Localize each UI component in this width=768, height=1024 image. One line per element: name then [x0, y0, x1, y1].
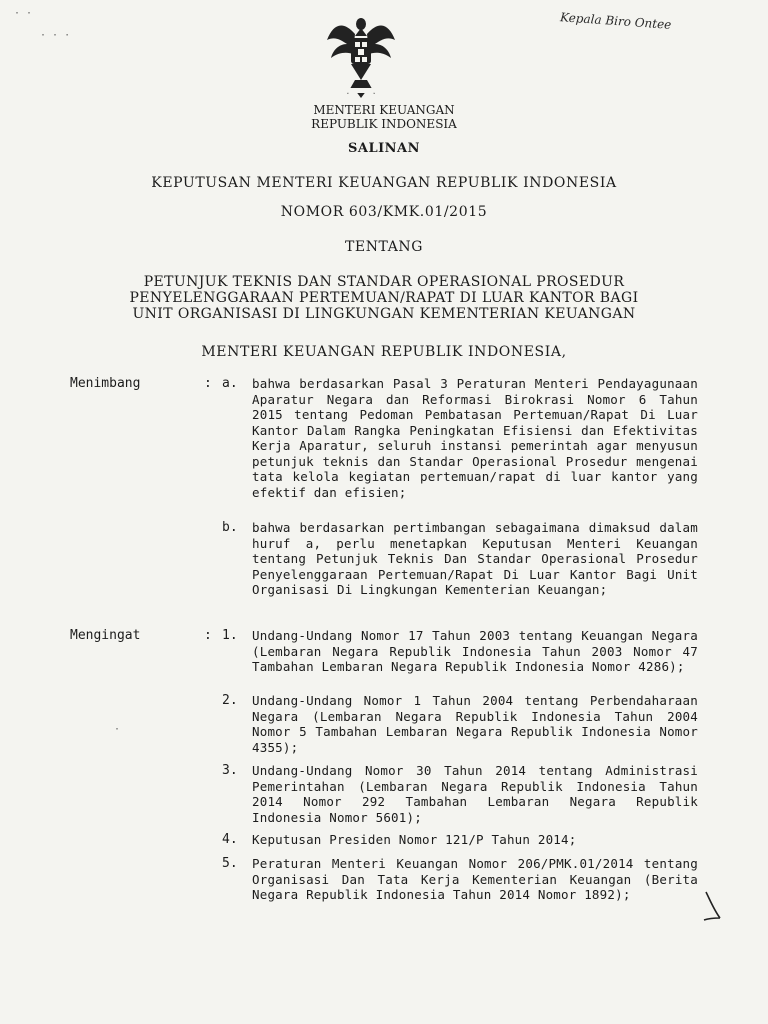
minister-preamble: MENTERI KEUANGAN REPUBLIK INDONESIA,: [201, 344, 567, 360]
initial-mark-icon: [700, 888, 726, 922]
menimbang-b-marker: b.: [222, 520, 238, 535]
minister-line-1: MENTERI KEUANGAN: [313, 103, 455, 117]
menimbang-colon: :: [204, 376, 212, 391]
mengingat-4-marker: 4.: [222, 832, 238, 847]
mengingat-1-text: Undang-Undang Nomor 17 Tahun 2003 tentang Keuangan Negara (Lembaran Negara Republik Indonesia Tahun 2003 Nomor 47 Tambahan Lembaran Negara Republik Indonesia Nomor 4286);: [252, 628, 698, 674]
mengingat-5-marker: 5.: [222, 856, 238, 871]
minister-heading: [0, 103, 768, 131]
garuda-emblem-icon: [325, 10, 397, 100]
mengingat-5-text: Peraturan Menteri Keuangan Nomor 206/PMK.01/2014 tentang Organisasi Dan Tata Kerja Kementerian Keuangan (Berita Negara Republik Indonesia Tahun 2014 Nomor 1892);: [252, 856, 698, 902]
scan-speck-icon: · ·: [14, 8, 33, 19]
menimbang-a-text: bahwa berdasarkan Pasal 3 Peraturan Menteri Pendayagunaan Aparatur Negara dan Reformasi Birokrasi Nomor 6 Tahun 2015 tentang Pedoman Pembatasan Pertemuan/Rapat Di Luar Kantor Dalam Rangka Peningkatan Efisiensi dan Efektivitas Kerja Aparatur, seluruh instansi pemerintah agar menyusun petunjuk teknis dan Standar Operasional Prosedur mengenai tata kelola kegiatan pertemuan/rapat di luar kantor yang efektif dan efisien;: [252, 376, 698, 500]
scan-speck-icon: · · ·: [40, 30, 71, 41]
menimbang-a-marker: a.: [222, 376, 238, 391]
mengingat-label: Mengingat: [70, 628, 141, 643]
decree-title: KEPUTUSAN MENTERI KEUANGAN REPUBLIK INDONESIA: [151, 175, 617, 191]
decree-number: NOMOR 603/KMK.01/2015: [280, 204, 488, 220]
mengingat-2-text: Undang-Undang Nomor 1 Tahun 2004 tentang Perbendaharaan Negara (Lembaran Negara Republik Indonesia Tahun 2004 Nomor 5 Tambahan Lembaran Negara Republik Indonesia Nomor 4355);: [252, 693, 698, 755]
mengingat-4-text: Keputusan Presiden Nomor 121/P Tahun 2014;: [252, 832, 577, 847]
tentang-label: TENTANG: [344, 239, 424, 255]
subject-line-3: UNIT ORGANISASI DI LINGKUNGAN KEMENTERIAN KEUANGAN: [132, 306, 636, 322]
decree-subject: [0, 274, 768, 322]
handwritten-note: Kepala Biro Ontee: [559, 10, 672, 32]
menimbang-b-text: bahwa berdasarkan pertimbangan sebagaimana dimaksud dalam huruf a, perlu menetapkan Keputusan Menteri Keuangan tentang Petunjuk Teknis Dan Standar Operasional Prosedur Penyelenggaraan Pertemuan/Rapat Di Luar Kantor Bagi Unit Organisasi Di Lingkungan Kementerian Keuangan;: [252, 520, 698, 597]
minister-line-2: REPUBLIK INDONESIA: [311, 117, 457, 131]
mengingat-3-marker: 3.: [222, 763, 238, 778]
mengingat-1-marker: 1.: [222, 628, 238, 643]
scan-speck-icon: ·: [114, 724, 121, 735]
menimbang-label: Menimbang: [70, 376, 141, 391]
subject-line-2: PENYELENGGARAAN PERTEMUAN/RAPAT DI LUAR KANTOR BAGI: [129, 290, 639, 306]
mengingat-2-marker: 2.: [222, 693, 238, 708]
mengingat-3-text: Undang-Undang Nomor 30 Tahun 2014 tentang Administrasi Pemerintahan (Lembaran Negara Republik Indonesia Tahun 2014 Nomor 292 Tambahan Lembaran Negara Republik Indonesia Nomor 5601);: [252, 763, 698, 825]
mengingat-colon: :: [204, 628, 212, 643]
salinan-label: SALINAN: [347, 141, 421, 156]
subject-line-1: PETUNJUK TEKNIS DAN STANDAR OPERASIONAL PROSEDUR: [143, 274, 625, 290]
